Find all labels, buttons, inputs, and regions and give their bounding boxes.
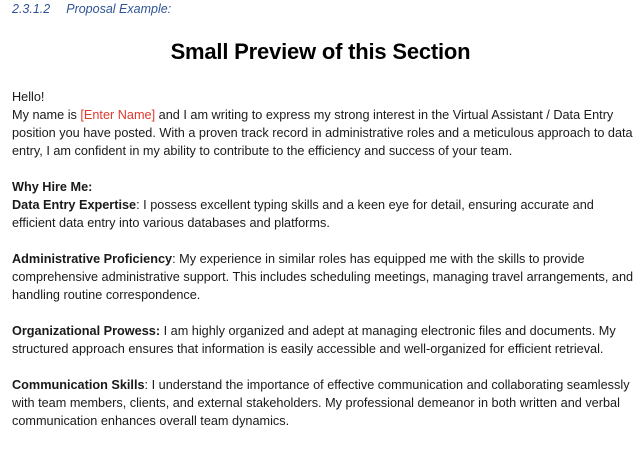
why-hire-heading: Why Hire Me: <box>12 180 93 194</box>
spacer <box>12 160 636 178</box>
qualification-paragraph <box>12 322 636 358</box>
spacer <box>12 358 636 376</box>
qualification-text: My experience in similar roles has equipped me with the skills to provide comprehensive administrative support. This includes scheduling meetings, managing travel arrangements, and handling routine correspondence. <box>12 252 634 302</box>
greeting: Hello! <box>12 90 45 104</box>
section-heading <box>12 2 171 16</box>
qualification-paragraph <box>12 376 636 430</box>
intro-name-prefix: My name is <box>12 108 81 122</box>
spacer <box>12 232 636 250</box>
qualification-text: I understand the importance of effective communication and collaborating seamlessly with team members, clients, and external stakeholders. My professional demeanor in both written and verbal communication enhances overall team dynamics. <box>12 378 630 428</box>
spacer <box>12 304 636 322</box>
qualification-separator: : <box>172 252 180 266</box>
section-number: 2.3.1.2 <box>12 2 51 16</box>
name-placeholder[interactable]: [Enter Name] <box>80 108 156 122</box>
qualification-label: Communication Skills <box>12 378 145 392</box>
qualification-label: Organizational Prowess: <box>12 324 161 338</box>
qualification-separator: : <box>136 198 144 212</box>
qualification-label: Administrative Proficiency <box>12 252 173 266</box>
intro-text: and I am writing to express my strong interest in the Virtual Assistant / Data Entry position you have posted. With a proven track record in administrative roles and a meticulous approach to data entry, I am confident in my ability to contribute to the efficiency and success of your team. <box>12 108 633 158</box>
qualification-label: Data Entry Expertise <box>12 198 137 212</box>
intro-paragraph <box>12 106 636 160</box>
qualification-text: I am highly organized and adept at managing electronic files and documents. My structured approach ensures that information is easily accessible and well-organized for efficient retrieval. <box>12 324 616 356</box>
qualification-paragraph <box>12 250 636 304</box>
document-body <box>12 88 636 430</box>
qualification-paragraph <box>12 196 636 232</box>
qualification-separator: : <box>144 378 152 392</box>
qualification-text: I possess excellent typing skills and a keen eye for detail, ensuring accurate and efficient data entry into various databases and platforms. <box>12 198 594 230</box>
section-label: Proposal Example: <box>66 2 172 16</box>
page-title: Small Preview of this Section <box>170 39 471 64</box>
